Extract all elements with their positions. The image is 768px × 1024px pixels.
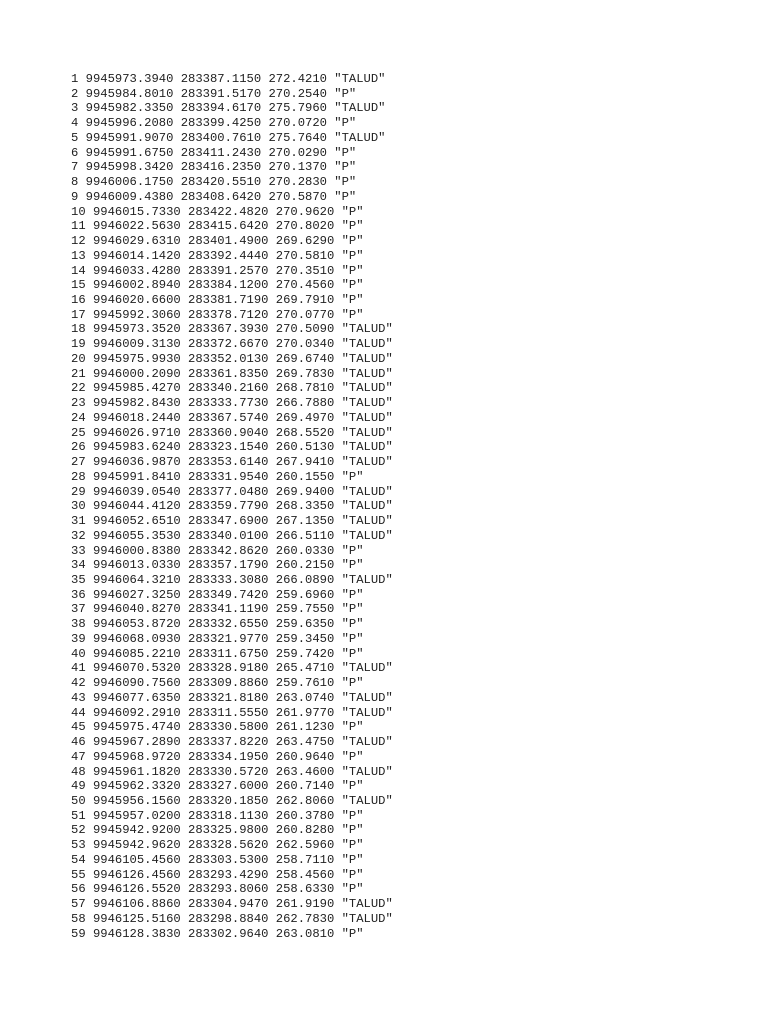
text-line: 22 9945985.4270 283340.2160 268.7810 "TALUD" <box>71 381 393 396</box>
text-line: 41 9946070.5320 283328.9180 265.4710 "TALUD" <box>71 661 393 676</box>
text-line: 49 9945962.3320 283327.6000 260.7140 "P" <box>71 779 364 794</box>
text-line: 44 9946092.2910 283311.5550 261.9770 "TALUD" <box>71 705 393 720</box>
text-line: 52 9945942.9200 283325.9800 260.8280 "P" <box>71 823 364 838</box>
text-line: 46 9945967.2890 283337.8220 263.4750 "TALUD" <box>71 735 393 750</box>
text-line: 35 9946064.3210 283333.3080 266.0890 "TALUD" <box>71 572 393 587</box>
text-line: 47 9945968.9720 283334.1950 260.9640 "P" <box>71 749 364 764</box>
text-line: 1 9945973.3940 283387.1150 272.4210 "TALUD" <box>71 72 386 86</box>
point-list <box>71 72 393 941</box>
text-line: 37 9946040.8270 283341.1190 259.7550 "P" <box>71 602 364 617</box>
text-line: 21 9946000.2090 283361.8350 269.7830 "TALUD" <box>71 366 393 381</box>
text-line: 12 9946029.6310 283401.4900 269.6290 "P" <box>71 234 364 249</box>
text-line: 45 9945975.4740 283330.5800 261.1230 "P" <box>71 720 364 735</box>
text-line: 31 9946052.6510 283347.6900 267.1350 "TALUD" <box>71 514 393 529</box>
text-line: 6 9945991.6750 283411.2430 270.0290 "P" <box>71 145 357 160</box>
text-line: 33 9946000.8380 283342.8620 260.0330 "P" <box>71 543 364 558</box>
text-line: 30 9946044.4120 283359.7790 268.3350 "TALUD" <box>71 499 393 514</box>
text-line: 43 9946077.6350 283321.8180 263.0740 "TALUD" <box>71 690 393 705</box>
text-line: 59 9946128.3830 283302.9640 263.0810 "P" <box>71 926 364 941</box>
text-line: 16 9946020.6600 283381.7190 269.7910 "P" <box>71 293 364 308</box>
text-line: 39 9946068.0930 283321.9770 259.3450 "P" <box>71 631 364 646</box>
text-line: 26 9945983.6240 283323.1540 260.5130 "TALUD" <box>71 440 393 455</box>
text-line: 48 9945961.1820 283330.5720 263.4600 "TALUD" <box>71 764 393 779</box>
text-line: 17 9945992.3060 283378.7120 270.0770 "P" <box>71 307 364 322</box>
text-line: 2 9945984.8010 283391.5170 270.2540 "P" <box>71 86 357 101</box>
text-line: 3 9945982.3350 283394.6170 275.7960 "TALUD" <box>71 101 386 116</box>
text-line: 42 9946090.7560 283309.8860 259.7610 "P" <box>71 676 364 691</box>
text-line: 40 9946085.2210 283311.6750 259.7420 "P" <box>71 646 364 661</box>
text-line: 56 9946126.5520 283293.8060 258.6330 "P" <box>71 882 364 897</box>
text-line: 53 9945942.9620 283328.5620 262.5960 "P" <box>71 838 364 853</box>
text-line: 38 9946053.8720 283332.6550 259.6350 "P" <box>71 617 364 632</box>
text-line: 54 9946105.4560 283303.5300 258.7110 "P" <box>71 852 364 867</box>
text-line: 32 9946055.3530 283340.0100 266.5110 "TALUD" <box>71 528 393 543</box>
text-line: 13 9946014.1420 283392.4440 270.5810 "P" <box>71 248 364 263</box>
text-line: 15 9946002.8940 283384.1200 270.4560 "P" <box>71 278 364 293</box>
text-line: 57 9946106.8860 283304.9470 261.9190 "TALUD" <box>71 897 393 912</box>
text-line: 20 9945975.9930 283352.0130 269.6740 "TALUD" <box>71 351 393 366</box>
text-line: 55 9946126.4560 283293.4290 258.4560 "P" <box>71 867 364 882</box>
text-line: 14 9946033.4280 283391.2570 270.3510 "P" <box>71 263 364 278</box>
text-line: 11 9946022.5630 283415.6420 270.8020 "P" <box>71 219 364 234</box>
text-line: 34 9946013.0330 283357.1790 260.2150 "P" <box>71 558 364 573</box>
text-line: 58 9946125.5160 283298.8840 262.7830 "TALUD" <box>71 911 393 926</box>
text-line: 24 9946018.2440 283367.5740 269.4970 "TALUD" <box>71 410 393 425</box>
text-line: 50 9945956.1560 283320.1850 262.8060 "TALUD" <box>71 793 393 808</box>
text-line: 25 9946026.9710 283360.9040 268.5520 "TALUD" <box>71 425 393 440</box>
text-line: 7 9945998.3420 283416.2350 270.1370 "P" <box>71 160 357 175</box>
text-line: 5 9945991.9070 283400.7610 275.7640 "TALUD" <box>71 130 386 145</box>
text-line: 51 9945957.0200 283318.1130 260.3780 "P" <box>71 808 364 823</box>
text-line: 9 9946009.4380 283408.6420 270.5870 "P" <box>71 189 357 204</box>
text-line: 28 9945991.8410 283331.9540 260.1550 "P" <box>71 469 364 484</box>
text-line: 8 9946006.1750 283420.5510 270.2830 "P" <box>71 175 357 190</box>
text-line: 27 9946036.9870 283353.6140 267.9410 "TALUD" <box>71 455 393 470</box>
text-line: 19 9946009.3130 283372.6670 270.0340 "TALUD" <box>71 337 393 352</box>
text-line: 10 9946015.7330 283422.4820 270.9620 "P" <box>71 204 364 219</box>
text-line: 4 9945996.2080 283399.4250 270.0720 "P" <box>71 116 357 131</box>
text-line: 36 9946027.3250 283349.7420 259.6960 "P" <box>71 587 364 602</box>
text-line: 29 9946039.0540 283377.0480 269.9400 "TALUD" <box>71 484 393 499</box>
text-line: 23 9945982.8430 283333.7730 266.7880 "TALUD" <box>71 396 393 411</box>
text-line: 18 9945973.3520 283367.3930 270.5090 "TALUD" <box>71 322 393 337</box>
